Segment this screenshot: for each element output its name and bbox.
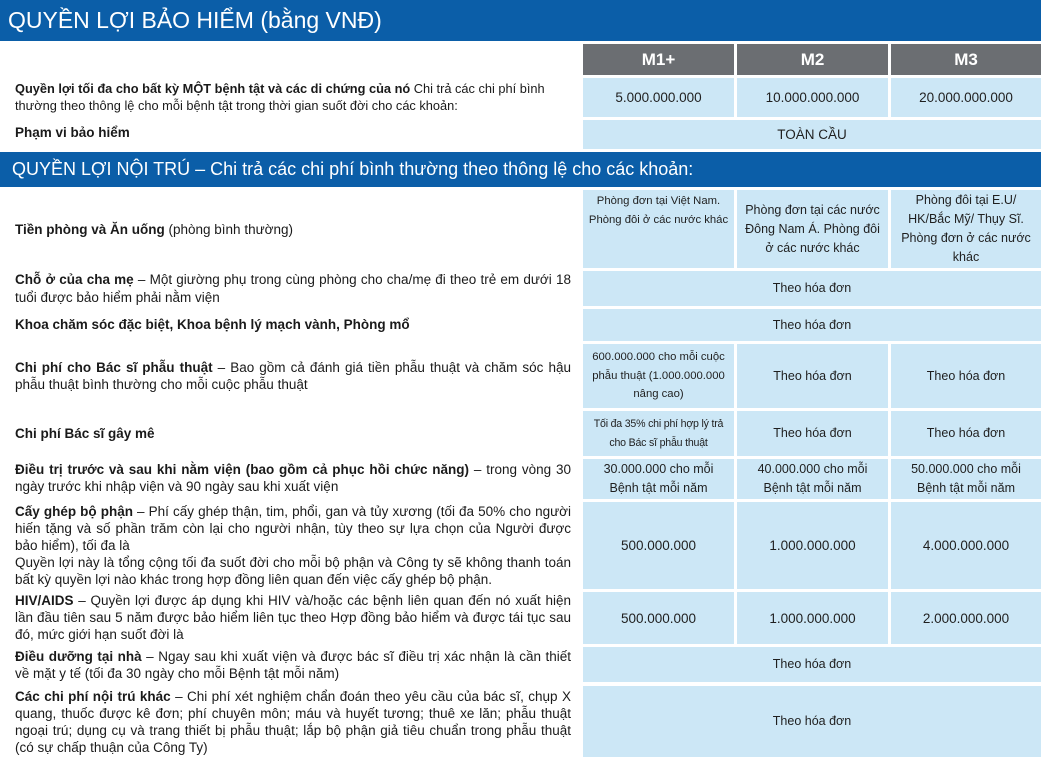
cell-room-board-m1plus: Phòng đơn tại Việt Nam. Phòng đôi ở các nước khác <box>583 190 734 268</box>
inpatient-title-banner <box>0 152 1041 187</box>
cell-icu: Theo hóa đơn <box>583 309 1041 341</box>
row-label-bold: Các chi phí nội trú khác <box>15 688 171 704</box>
row-label-bold: Chi phí Bác sĩ gây mê <box>15 425 155 441</box>
cell-hiv-m3: 2.000.000.000 <box>891 592 1041 644</box>
cell-anesthetist-m2: Theo hóa đơn <box>737 411 888 456</box>
row-label-surgeon-fees <box>15 344 571 408</box>
row-label-bold: Phạm vi bảo hiểm <box>15 124 130 140</box>
row-label-organ-transplant <box>15 502 571 588</box>
cell-pre-post-m2: 40.000.000 cho mỗi Bệnh tật mỗi năm <box>737 459 888 499</box>
cell-surgeon-fees-m1plus: 600.000.000 cho mỗi cuộc phẫu thuật (1.000.000.000 nâng cao) <box>583 344 734 408</box>
row-label-parent-accommodation <box>15 271 571 306</box>
row-label-icu <box>15 309 571 340</box>
row-label-note: Quyền lợi này là tổng cộng tối đa suốt đời cho mỗi bộ phận và Công ty sẽ không thanh toán bất kỳ quyền lợi nào khác trong hợp đồng liên quan đến việc cấy ghép bộ phận. <box>15 554 571 587</box>
cell-pre-post-m1plus: 30.000.000 cho mỗi Bệnh tật mỗi năm <box>583 459 734 499</box>
row-label-bold: Quyền lợi tối đa cho bất kỳ MỘT bệnh tật và các di chứng của nó <box>15 80 411 96</box>
row-label-text: – Ngay sau khi xuất viện và được bác sĩ điều trị xác nhận là cần thiết về mặt y tế (tối đa 30 ngày cho mỗi Bệnh tật mỗi năm) <box>15 648 571 681</box>
cell-surgeon-fees-m3: Theo hóa đơn <box>891 344 1041 408</box>
cell-max-benefit-m2: 10.000.000.000 <box>737 78 888 117</box>
row-label-bold: Chi phí cho Bác sĩ phẫu thuật <box>15 359 213 375</box>
cell-max-benefit-m3: 20.000.000.000 <box>891 78 1041 117</box>
cell-transplant-m3: 4.000.000.000 <box>891 502 1041 589</box>
row-label-text: – Chi phí xét nghiệm chẩn đoán theo yêu cầu của bác sĩ, chụp X quang, thuốc được kê đơn; phí chuyên môn; máu và huyết tương; thuê xe lăn; phẫu thuật ngoại trú; dụng cụ và trang thiết bị phẫu thuật; lắp bộ phận giả tiêu chuẩn trong phẫu thuật (có sự chấp thuận của Công Ty) <box>15 688 571 755</box>
row-label-text: (phòng bình thường) <box>164 222 293 238</box>
row-label-bold: Tiền phòng và Ăn uống <box>15 222 165 238</box>
benefits-title: QUYỀN LỢI BẢO HIỂM (bằng VNĐ) <box>8 7 382 33</box>
row-label-room-board <box>15 190 571 270</box>
cell-transplant-m1plus: 500.000.000 <box>583 502 734 589</box>
row-label-coverage-scope <box>15 120 571 145</box>
row-label-bold: Cấy ghép bộ phận <box>15 503 133 519</box>
row-label-text: Chi trả các chi phí bình thường theo thông lệ cho mỗi bệnh tật trong thời gian suốt đời cho các khoản: <box>15 80 545 113</box>
row-label-home-nursing <box>15 647 571 682</box>
row-label-text: – Bao gồm cả đánh giá tiền phẫu thuật và chăm sóc hậu phẫu thuật bình thường cho mỗi cuộc phẫu thuật <box>15 359 571 392</box>
row-label-max-benefit <box>15 78 571 116</box>
cell-max-benefit-m1plus: 5.000.000.000 <box>583 78 734 117</box>
row-label-pre-post-hospital <box>15 459 571 497</box>
cell-parent-accommodation: Theo hóa đơn <box>583 271 1041 306</box>
cell-hiv-m1plus: 500.000.000 <box>583 592 734 644</box>
row-label-bold: HIV/AIDS <box>15 593 74 608</box>
row-label-text: – Quyền lợi được áp dụng khi HIV và/hoặc các bệnh liên quan đến nó xuất hiện lần đầu tiên sau 5 năm được bảo hiểm liên tục theo Hợp đồng bảo hiểm và được tái tục sau đó, mức giới hạn suốt đời là <box>15 593 571 642</box>
row-label-bold: Chỗ ở của cha mẹ <box>15 272 134 287</box>
cell-hiv-m2: 1.000.000.000 <box>737 592 888 644</box>
cell-room-board-m2: Phòng đơn tại các nước Đông Nam Á. Phòng đôi ở các nước khác <box>737 190 888 268</box>
row-label-text: – Một giường phụ trong cùng phòng cho cha/mẹ đi theo trẻ em dưới 18 tuổi được bảo hiểm phải nằm viện <box>15 272 571 305</box>
cell-transplant-m2: 1.000.000.000 <box>737 502 888 589</box>
cell-coverage-scope: TOÀN CẦU <box>583 120 1041 149</box>
cell-pre-post-m3: 50.000.000 cho mỗi Bệnh tật mỗi năm <box>891 459 1041 499</box>
plan-header-m3: M3 <box>891 44 1041 75</box>
cell-home-nursing: Theo hóa đơn <box>583 647 1041 682</box>
row-label-anesthetist-fees <box>15 411 571 456</box>
cell-anesthetist-m3: Theo hóa đơn <box>891 411 1041 456</box>
cell-anesthetist-m1plus: Tối đa 35% chi phí hợp lý trả cho Bác sĩ phẫu thuật <box>583 411 734 456</box>
benefits-title-banner <box>0 0 1041 41</box>
plan-header-m2: M2 <box>737 44 888 75</box>
row-label-bold: Điều trị trước và sau khi nằm viện (bao gồm cả phục hồi chức năng) <box>15 461 470 477</box>
row-label-text: – Phí cấy ghép thận, tim, phổi, gan và tủy xương (tối đa 50% cho người hiến tặng và số phần trăm còn lại cho người nhận, tùy theo sự lựa chọn của Người được bảo hiểm), tối đa là <box>15 503 571 553</box>
row-label-hiv-aids <box>15 592 571 643</box>
row-label-other-inpatient <box>15 686 571 757</box>
row-label-text: – trong vòng 30 ngày trước khi nhập viện và 90 ngày sau khi xuất viện <box>15 461 571 494</box>
cell-other-inpatient: Theo hóa đơn <box>583 686 1041 757</box>
inpatient-title: QUYỀN LỢI NỘI TRÚ – Chi trả các chi phí bình thường theo thông lệ cho các khoản: <box>12 159 694 179</box>
plan-header-m1plus: M1+ <box>583 44 734 75</box>
row-label-bold: Điều dưỡng tại nhà <box>15 648 142 664</box>
cell-surgeon-fees-m2: Theo hóa đơn <box>737 344 888 408</box>
cell-room-board-m3: Phòng đôi tại E.U/ HK/Bắc Mỹ/ Thụy Sĩ. Phòng đơn ở các nước khác <box>891 190 1041 268</box>
row-label-bold: Khoa chăm sóc đặc biệt, Khoa bệnh lý mạch vành, Phòng mổ <box>15 316 410 332</box>
